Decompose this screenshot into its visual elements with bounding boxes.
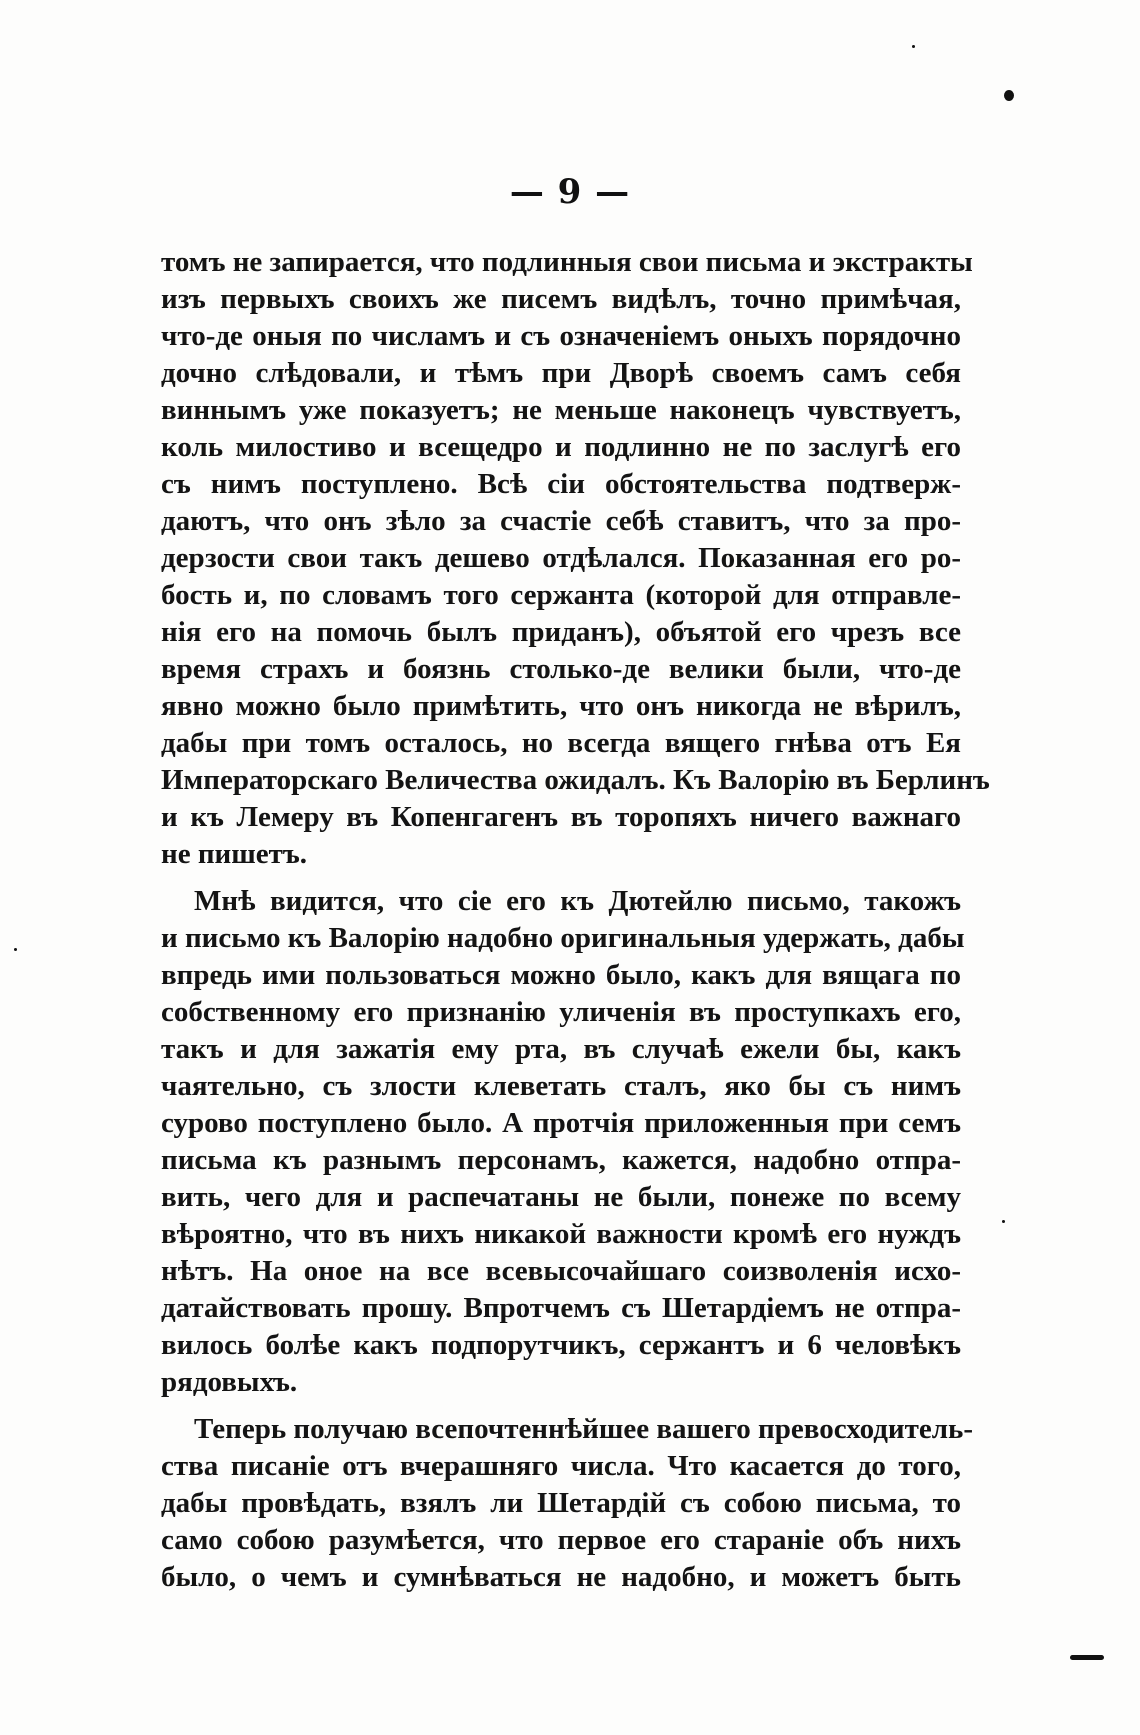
paragraph [161, 1411, 974, 1596]
text-line: и къ Лемеру въ Копенгагенъ въ торопяхъ ничего важнаго [161, 801, 961, 833]
text-line: ства писаніе отъ вчерашняго числа. Что касается до того, [161, 1450, 961, 1482]
text-line: письма къ разнымъ персонамъ, кажется, надобно отпра- [161, 1144, 961, 1176]
paragraph-gap [161, 1401, 961, 1411]
text-line: дабы провѣдать, взялъ ли Шетардій съ собою письма, то [161, 1487, 961, 1519]
text-line: было, о чемъ и сумнѣваться не надобно, и можетъ быть [161, 1561, 961, 1593]
text-line: нія его на помочь былъ приданъ), объятой его чрезъ все [161, 616, 961, 648]
text-line: дочно слѣдовали, и тѣмъ при Дворѣ своемъ самъ себя [161, 357, 961, 389]
text-line: время страхъ и боязнь столько-де велики были, что-де [161, 653, 961, 685]
text-line: томъ не запирается, что подлинныя свои письма и экстракты [161, 246, 973, 278]
text-line: что-де оныя по числамъ и съ означеніемъ оныхъ порядочно [161, 320, 961, 352]
text-line: чаятельно, съ злости клеветать сталъ, яко бы съ нимъ [161, 1070, 961, 1102]
text-line: не пишетъ. [161, 838, 308, 870]
ink-speck [14, 948, 17, 951]
text-line: вилось болѣе какъ подпорутчикъ, сержантъ и 6 человѣкъ [161, 1329, 961, 1361]
text-line: виннымъ уже показуетъ; не меньше наконецъ чувствуетъ, [161, 394, 961, 426]
text-line: Мнѣ видится, что сіе его къ Дютейлю письмо, такожъ [194, 885, 961, 917]
text-line: Императорскаго Величества ожидалъ. Къ Валорію въ Берлинъ [161, 764, 990, 796]
ink-speck [1004, 90, 1014, 101]
text-line: собственному его признанію уличенія въ проступкахъ его, [161, 996, 961, 1028]
ink-speck [1002, 1220, 1005, 1223]
ink-speck [912, 45, 915, 48]
text-line: Теперь получаю всепочтеннѣйшее вашего превосходитель- [194, 1413, 974, 1445]
text-line: само собою разумѣется, что первое его стараніе объ нихъ [161, 1524, 961, 1556]
text-line: даютъ, что онъ зѣло за счастіе себѣ ставитъ, что за про- [161, 505, 961, 537]
text-line: вить, чего для и распечатаны не были, понеже по всему [161, 1181, 961, 1213]
text-line: бость и, по словамъ того сержанта (которой для отправле- [161, 579, 961, 611]
text-line: коль милостиво и всещедро и подлинно не по заслугѣ его [161, 431, 961, 463]
paragraph-gap [161, 873, 961, 883]
paragraph [161, 244, 990, 873]
body-text [161, 244, 990, 1596]
text-line: явно можно было примѣтить, что онъ никогда не вѣрилъ, [161, 690, 961, 722]
text-line: рядовыхъ. [161, 1366, 298, 1398]
margin-mark [1070, 1655, 1104, 1660]
text-line: нѣтъ. На оное на все всевысочайшаго соизволенія исхо- [161, 1255, 961, 1287]
page-number: — 9 — [509, 172, 631, 212]
text-line: такъ и для зажатія ему рта, въ случаѣ ежели бы, какъ [161, 1033, 961, 1065]
text-line: дерзости свои такъ дешево отдѣлался. Показанная его ро- [161, 542, 961, 574]
text-line: вѣроятно, что въ нихъ никакой важности кромѣ его нуждъ [161, 1218, 961, 1250]
text-line: изъ первыхъ своихъ же писемъ видѣлъ, точно примѣчая, [161, 283, 961, 315]
paragraph [161, 883, 965, 1401]
text-line: датайствовать прошу. Впротчемъ съ Шетардіемъ не отпра- [161, 1292, 961, 1324]
text-line: дабы при томъ осталось, но всегда вящего гнѣва отъ Ея [161, 727, 961, 759]
text-line: сурово поступлено было. А протчія приложенныя при семъ [161, 1107, 961, 1139]
text-line: и письмо къ Валорію надобно оригинальныя удержать, дабы [161, 922, 965, 954]
text-line: съ нимъ поступлено. Всѣ сіи обстоятельства подтверж- [161, 468, 961, 500]
text-line: впредь ими пользоваться можно было, какъ для вящага по [161, 959, 961, 991]
